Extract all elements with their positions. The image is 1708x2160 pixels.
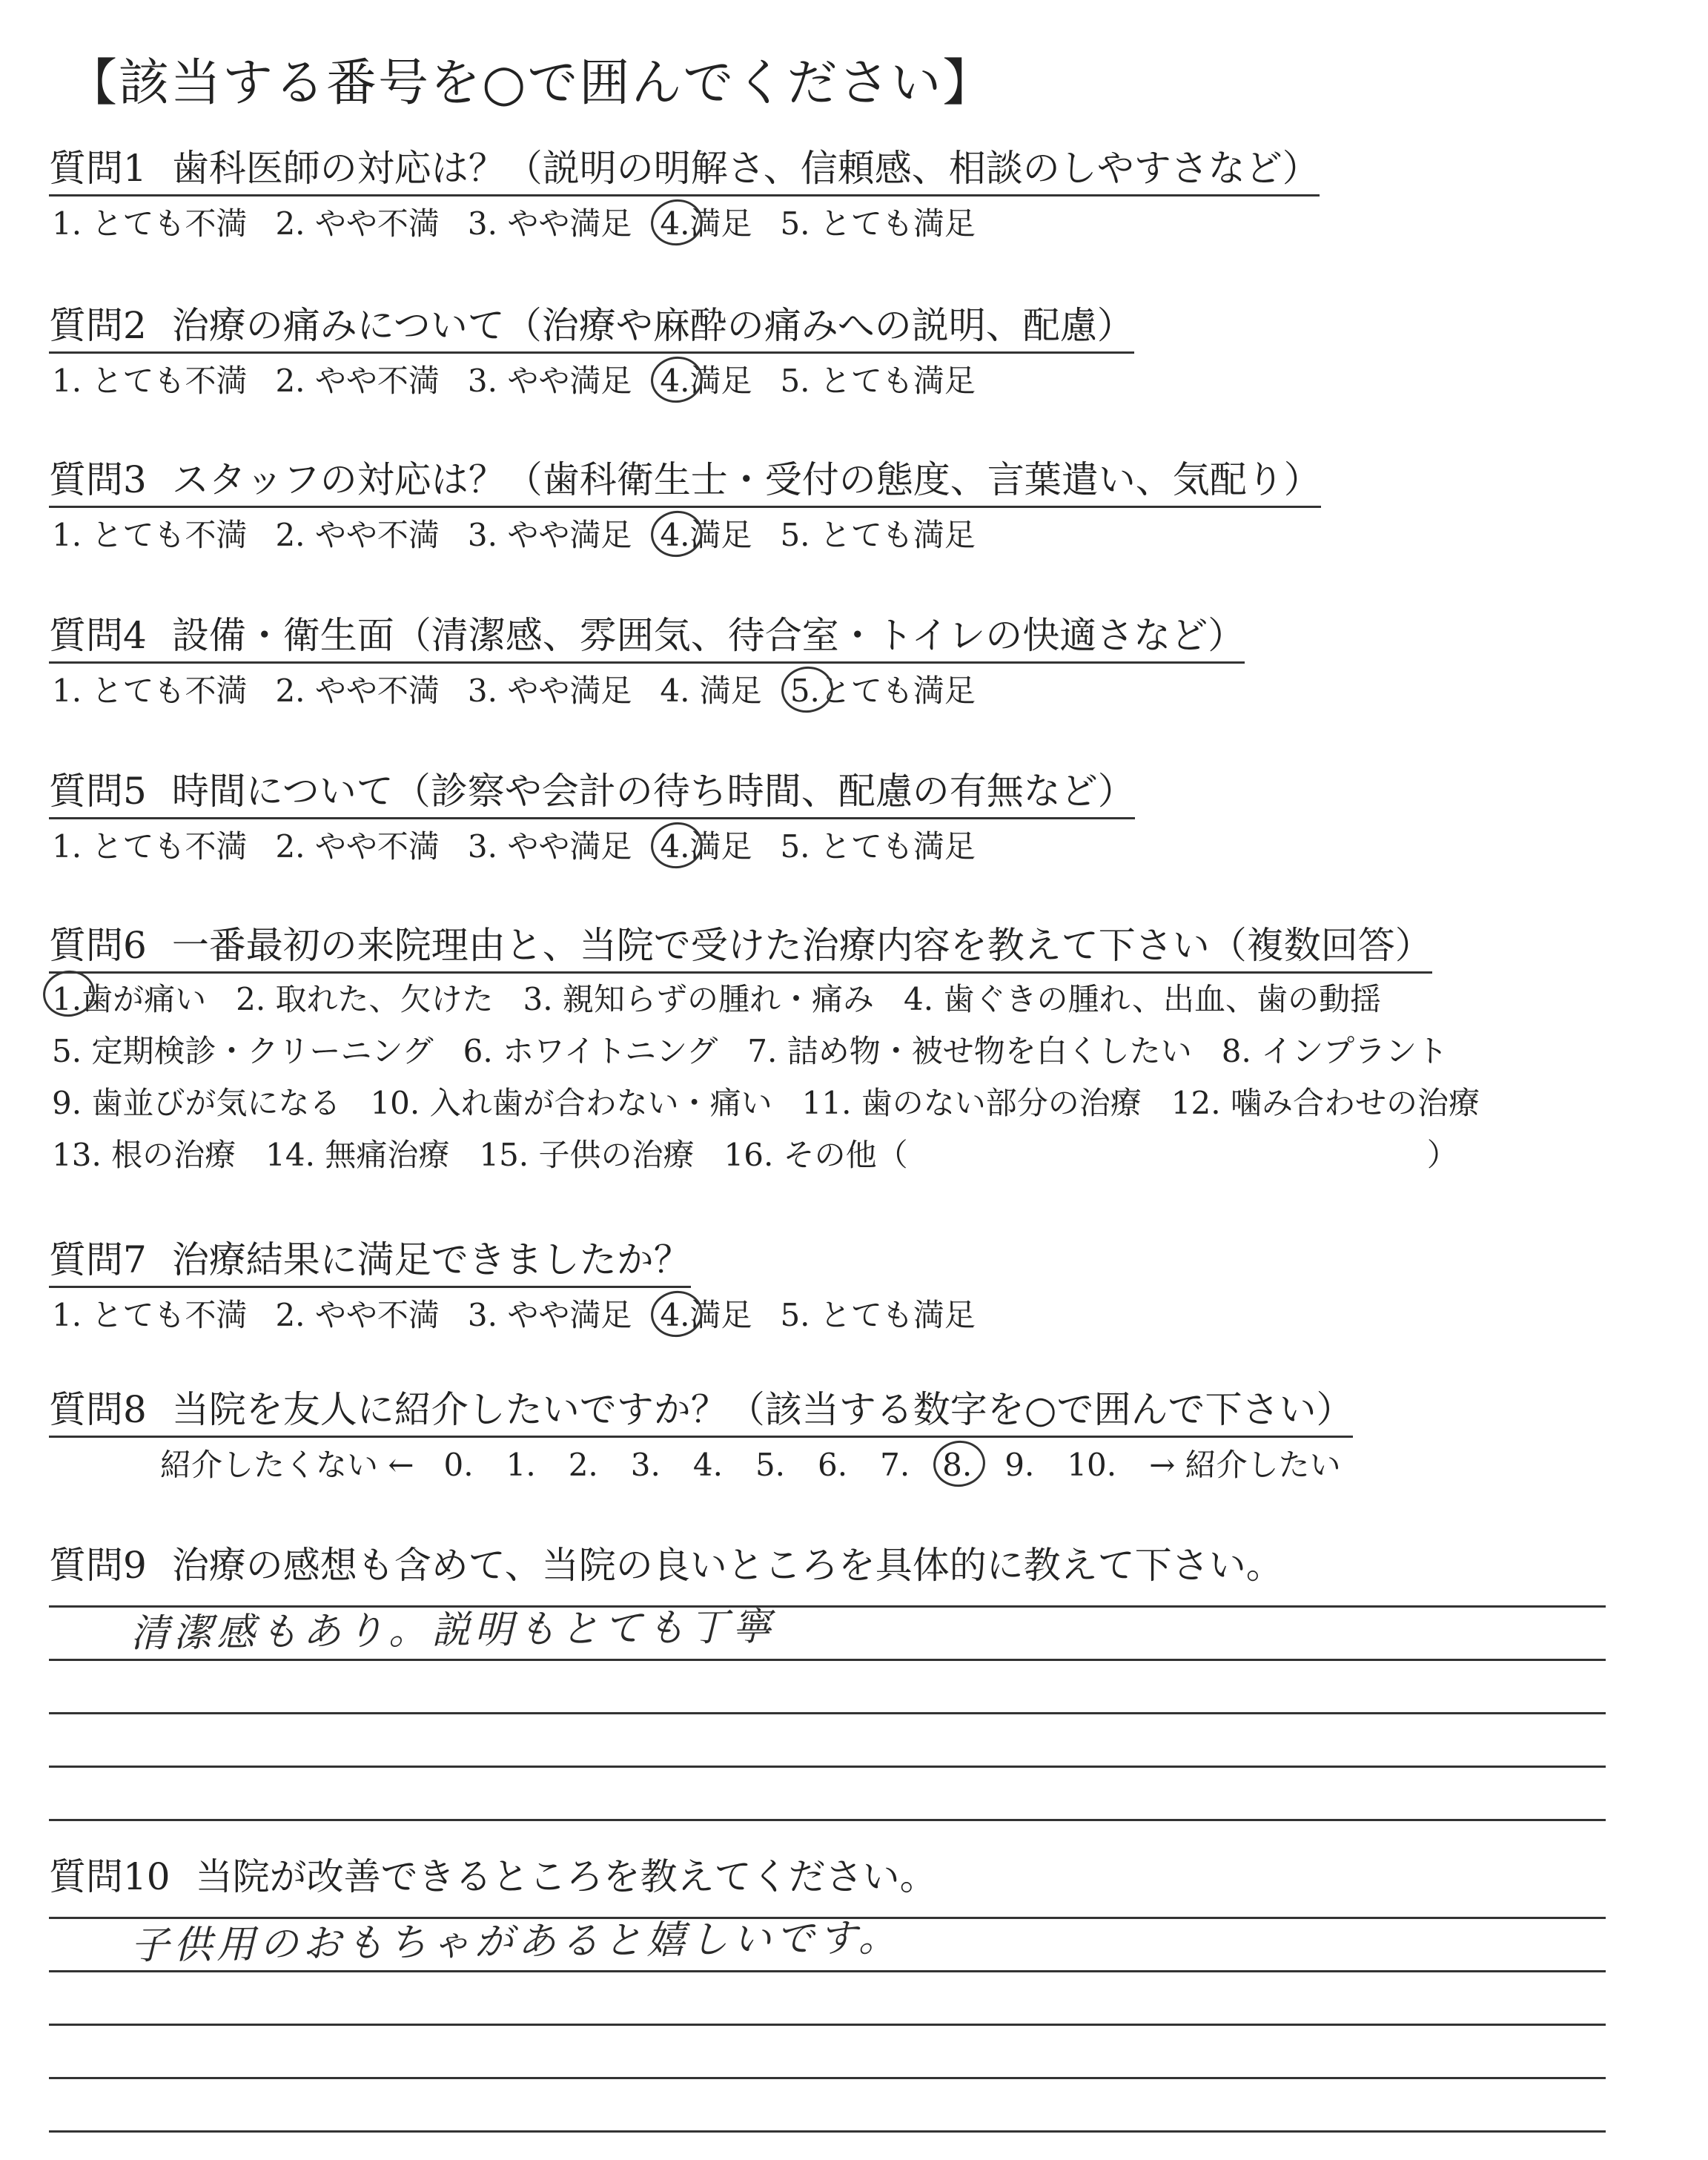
option-number: 5.	[780, 517, 820, 553]
question-7-options	[49, 1294, 1004, 1337]
nps-right-label: → 紹介したい	[1149, 1447, 1341, 1483]
question-text: 歯科医師の対応は？（説明の明解さ、信頼感、相談のしやすさなど）	[171, 147, 1320, 190]
option-row	[49, 1129, 1509, 1181]
option-4[interactable]	[660, 1294, 752, 1337]
option-number: 3.	[467, 363, 508, 399]
option-number: 4.	[660, 514, 689, 557]
option-number: 2.	[275, 517, 315, 553]
question-text: 当院を友人に紹介したいですか？（該当する数字を○で囲んで下さい）	[171, 1388, 1354, 1431]
question-2-options	[49, 360, 1134, 403]
option-1[interactable]	[52, 825, 247, 868]
nps-number-label: 8.	[942, 1444, 972, 1487]
option-number: 3.	[467, 1297, 508, 1333]
option-number: 4.	[660, 673, 700, 709]
question-6-options	[49, 974, 1509, 1181]
option-number: 7.	[747, 1033, 787, 1069]
option-label: 満足	[689, 517, 752, 553]
option-label: 満足	[689, 1297, 752, 1333]
option-label: 定期検診・クリーニング	[91, 1033, 434, 1069]
option-label: とても不満	[91, 363, 248, 399]
option-label: 満足	[689, 828, 752, 865]
option-label: 取れた、欠けた	[275, 981, 494, 1017]
option-number: 5.	[780, 205, 820, 242]
option-4[interactable]	[660, 514, 752, 557]
option-label: 根の治療	[111, 1137, 236, 1173]
nps-left-label: 紹介したくない ←	[160, 1447, 414, 1483]
option-label: その他（	[783, 1137, 908, 1173]
option-label: インプラント	[1261, 1033, 1449, 1069]
option-number: 13.	[52, 1137, 112, 1173]
option-number: 16.	[724, 1137, 784, 1173]
option-number: 4.	[660, 825, 689, 868]
question-2-title	[49, 303, 1134, 354]
option-number: 2.	[236, 981, 276, 1017]
option-number: 2.	[275, 673, 315, 709]
option-label: やや満足	[507, 517, 632, 553]
question-number: 質問10	[49, 1855, 171, 1898]
question-8-title	[49, 1387, 1353, 1438]
question-3-title	[49, 457, 1321, 508]
q6-option[interactable]	[52, 974, 206, 1025]
option-4[interactable]	[660, 825, 752, 868]
question-number: 質問8	[49, 1388, 147, 1431]
option-1[interactable]	[52, 1294, 247, 1337]
nps-number-label: 4.	[692, 1447, 723, 1483]
q6-option[interactable]	[479, 1129, 694, 1181]
question-4	[49, 612, 1245, 713]
answer-lines-q10[interactable]	[49, 1866, 1606, 2133]
option-1[interactable]	[52, 360, 247, 403]
option-3[interactable]	[468, 670, 632, 713]
handwritten-answer-q9: 清潔感もあり。説明もとても丁寧	[130, 1605, 776, 1657]
option-1[interactable]	[52, 514, 247, 557]
q6-option[interactable]	[523, 974, 874, 1025]
q6-option[interactable]	[52, 1077, 340, 1129]
question-7-title	[49, 1237, 691, 1288]
question-text: 治療結果に満足できましたか？	[171, 1238, 691, 1281]
option-5[interactable]	[790, 670, 976, 713]
option-label: 歯並びが気になる	[91, 1085, 341, 1121]
nps-number-5[interactable]	[755, 1444, 785, 1487]
nps-number-0[interactable]	[444, 1444, 474, 1487]
answer-line	[49, 1605, 1606, 1661]
q6-option[interactable]	[1222, 1025, 1448, 1077]
option-label: やや不満	[314, 1297, 440, 1333]
answer-line	[49, 1714, 1606, 1768]
answer-line	[49, 2026, 1606, 2079]
question-text: スタッフの対応は？（歯科衛生士・受付の態度、言葉遣い、気配り）	[171, 458, 1321, 501]
option-label: やや満足	[507, 1297, 632, 1333]
option-2[interactable]	[275, 825, 439, 868]
question-text: 当院が改善できるところを教えてください。	[195, 1855, 937, 1898]
option-3[interactable]	[468, 202, 632, 245]
option-label: とても不満	[91, 205, 248, 242]
q6-option[interactable]	[463, 1025, 718, 1077]
nps-number-label: 0.	[443, 1447, 474, 1483]
handwritten-answer-q10: 子供用のおもちゃがあると嬉しいです。	[130, 1915, 902, 1969]
option-number: 14.	[265, 1137, 325, 1173]
option-3[interactable]	[468, 360, 632, 403]
option-row	[49, 1025, 1509, 1077]
option-label: 歯が痛い	[82, 981, 207, 1017]
option-label: やや満足	[507, 828, 632, 865]
option-label: 無痛治療	[325, 1137, 450, 1173]
option-label: やや不満	[314, 363, 440, 399]
option-label: 満足	[699, 673, 762, 709]
option-label: やや不満	[314, 673, 440, 709]
nps-number-2[interactable]	[569, 1444, 598, 1487]
question-number: 質問7	[49, 1238, 147, 1281]
nps-number-label: 10.	[1067, 1447, 1117, 1483]
option-label: とても満足	[819, 828, 976, 865]
question-number: 質問3	[49, 458, 147, 501]
q6-option[interactable]	[52, 1129, 236, 1181]
q6-option[interactable]	[724, 1129, 908, 1181]
option-label: やや満足	[507, 673, 632, 709]
option-number: 3.	[523, 981, 563, 1017]
question-number: 質問2	[49, 304, 147, 347]
option-number: 5.	[780, 1297, 820, 1333]
option-label: とても満足	[819, 363, 976, 399]
option-number: 4.	[660, 202, 689, 245]
nps-number-label: 5.	[755, 1447, 786, 1483]
option-label: やや満足	[507, 363, 632, 399]
answer-lines-q9[interactable]	[49, 1554, 1606, 1821]
question-6-title	[49, 922, 1432, 974]
option-row	[49, 1077, 1509, 1129]
question-number: 質問1	[49, 147, 147, 190]
option-number: 2.	[275, 205, 315, 242]
question-text: 一番最初の来院理由と、当院で受けた治療内容を教えて下さい（複数回答）	[171, 924, 1432, 967]
nps-number-label: 3.	[630, 1447, 661, 1483]
option-number: 1.	[52, 363, 92, 399]
answer-line	[49, 1554, 1606, 1608]
option-label: とても満足	[819, 205, 976, 242]
option-row	[49, 974, 1509, 1025]
option-3[interactable]	[468, 514, 632, 557]
option-label: やや不満	[314, 205, 440, 242]
option-label: 歯ぐきの腫れ、出血、歯の動揺	[943, 981, 1381, 1017]
option-1[interactable]	[52, 670, 247, 713]
answer-line	[49, 1915, 1606, 1972]
option-4[interactable]	[660, 202, 752, 245]
option-1[interactable]	[52, 202, 247, 245]
option-number: 2.	[275, 363, 315, 399]
option-number: 1.	[52, 673, 92, 709]
option-number: 5.	[780, 828, 820, 865]
nps-scale	[49, 1444, 1353, 1487]
question-6	[49, 922, 1509, 1181]
nps-number-3[interactable]	[631, 1444, 661, 1487]
option-5[interactable]	[780, 360, 975, 403]
option-number: 4.	[660, 360, 689, 403]
option-number: 15.	[479, 1137, 539, 1173]
nps-number-label: 9.	[1004, 1447, 1035, 1483]
question-text: 治療の感想も含めて、当院の良いところを具体的に教えて下さい。	[171, 1544, 1283, 1587]
option-label: 親知らずの腫れ・痛み	[562, 981, 874, 1017]
option-5[interactable]	[780, 1294, 975, 1337]
question-text: 時間について（診察や会計の待ち時間、配慮の有無など）	[171, 770, 1135, 813]
question-number: 質問4	[49, 614, 147, 657]
option-number: 1.	[52, 974, 82, 1025]
option-number: 12.	[1171, 1085, 1231, 1121]
option-5[interactable]	[780, 514, 975, 557]
option-label: やや満足	[507, 205, 632, 242]
option-number: 3.	[467, 673, 508, 709]
option-number: 4.	[904, 981, 944, 1017]
answer-line	[49, 1661, 1606, 1714]
option-label: とても不満	[91, 828, 248, 865]
option-label: 詰め物・被せ物を白くしたい	[787, 1033, 1192, 1069]
option-label: やや不満	[314, 828, 440, 865]
question-1-options	[49, 202, 1320, 245]
option-label: 満足	[689, 363, 752, 399]
question-3-options	[49, 514, 1321, 557]
question-4-options	[49, 670, 1245, 713]
nps-number-7[interactable]	[880, 1444, 910, 1487]
option-5[interactable]	[780, 825, 975, 868]
q6-option[interactable]	[904, 974, 1381, 1025]
question-1-title	[49, 145, 1320, 196]
nps-number-label: 7.	[880, 1447, 910, 1483]
option-label: とても満足	[819, 673, 976, 709]
option-5[interactable]	[780, 202, 975, 245]
option-number: 1.	[52, 828, 92, 865]
option-number: 11.	[801, 1085, 861, 1121]
option-4[interactable]	[660, 360, 752, 403]
option-number: 1.	[52, 205, 92, 242]
option-label: とても不満	[91, 673, 248, 709]
option-number: 5.	[780, 363, 820, 399]
option-2[interactable]	[275, 360, 439, 403]
question-text: 設備・衛生面（清潔感、雰囲気、待合室・トイレの快適さなど）	[171, 614, 1245, 657]
question-text: 治療の痛みについて（治療や麻酔の痛みへの説明、配慮）	[171, 304, 1134, 347]
option-label: 入れ歯が合わない・痛い	[429, 1085, 772, 1121]
question-3	[49, 457, 1321, 557]
q6-option[interactable]	[265, 1129, 449, 1181]
nps-number-4[interactable]	[693, 1444, 723, 1487]
q6-option: ）	[1426, 1137, 1458, 1173]
option-number: 3.	[467, 205, 508, 242]
question-4-title	[49, 612, 1245, 664]
option-label: 子供の治療	[538, 1137, 695, 1173]
option-number: 8.	[1221, 1033, 1262, 1069]
question-1	[49, 145, 1320, 245]
option-2[interactable]	[275, 514, 439, 557]
question-7	[49, 1237, 1004, 1337]
nps-number-label: 1.	[506, 1447, 536, 1483]
question-5	[49, 768, 1135, 868]
option-label: とても満足	[819, 517, 976, 553]
option-label: とても不満	[91, 517, 248, 553]
option-label: 満足	[689, 205, 752, 242]
q6-option[interactable]	[236, 974, 493, 1025]
option-label: やや不満	[314, 517, 440, 553]
option-number: 5.	[52, 1033, 92, 1069]
nps-number-label: 2.	[568, 1447, 598, 1483]
option-4[interactable]	[660, 670, 761, 713]
nps-number-10[interactable]	[1067, 1444, 1116, 1487]
option-label: 歯のない部分の治療	[861, 1085, 1142, 1121]
q6-option[interactable]	[1171, 1077, 1480, 1129]
nps-number-label: 6.	[818, 1447, 848, 1483]
option-label: ホワイトニング	[503, 1033, 718, 1069]
option-label: 噛み合わせの治療	[1230, 1085, 1480, 1121]
answer-line	[49, 1768, 1606, 1821]
option-number: 3.	[467, 828, 508, 865]
option-3[interactable]	[468, 825, 632, 868]
option-number: 10.	[370, 1085, 430, 1121]
q6-option[interactable]	[747, 1025, 1191, 1077]
q6-option[interactable]	[802, 1077, 1142, 1129]
question-5-title	[49, 768, 1135, 819]
nps-number-1[interactable]	[506, 1444, 536, 1487]
question-number: 質問5	[49, 770, 147, 813]
nps-number-8[interactable]	[942, 1444, 972, 1487]
question-2	[49, 303, 1134, 403]
option-number: 6.	[463, 1033, 503, 1069]
option-number: 2.	[275, 828, 315, 865]
option-label: とても満足	[819, 1297, 976, 1333]
question-number: 質問9	[49, 1544, 147, 1587]
option-2[interactable]	[275, 670, 439, 713]
option-number: 5.	[790, 670, 820, 713]
option-2[interactable]	[275, 1294, 439, 1337]
option-2[interactable]	[275, 202, 439, 245]
question-5-options	[49, 825, 1135, 868]
answer-line	[49, 1972, 1606, 2026]
question-8	[49, 1387, 1353, 1487]
nps-number-9[interactable]	[1004, 1444, 1034, 1487]
answer-line	[49, 2079, 1606, 2133]
option-number: 9.	[52, 1085, 92, 1121]
q6-option[interactable]	[370, 1077, 772, 1129]
option-3[interactable]	[468, 1294, 632, 1337]
option-number: 1.	[52, 1297, 92, 1333]
option-number: 1.	[52, 517, 92, 553]
q6-option[interactable]	[52, 1025, 434, 1077]
option-number: 4.	[660, 1294, 689, 1337]
option-number: 3.	[467, 517, 508, 553]
option-label: とても不満	[91, 1297, 248, 1333]
option-number: 2.	[275, 1297, 315, 1333]
nps-number-6[interactable]	[818, 1444, 847, 1487]
page-title: 【該当する番号を○で囲んでください】	[67, 54, 995, 113]
question-number: 質問6	[49, 924, 147, 967]
